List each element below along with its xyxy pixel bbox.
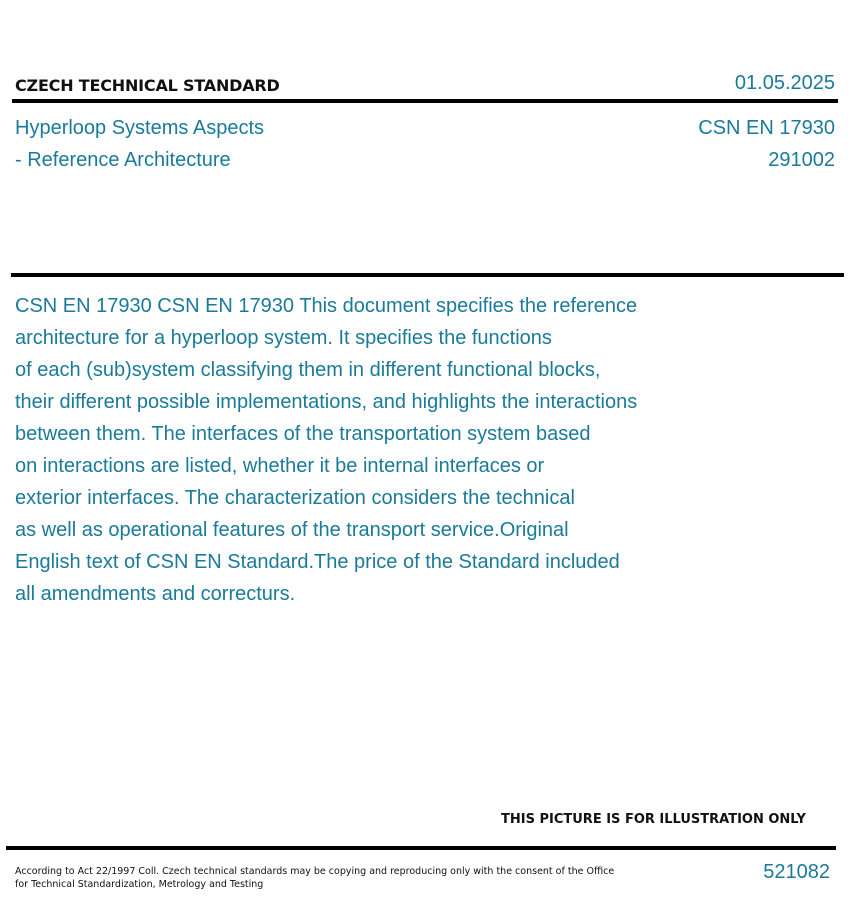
classification-code: 291002 — [768, 149, 835, 171]
legal-notice-line-1: According to Act 22/1997 Coll. Czech technical standards may be copying and reproducing only with the consent of the Office — [15, 866, 615, 877]
legal-notice-line-2: for Technical Standardization, Metrology and Testing — [15, 879, 264, 890]
title-divider — [11, 273, 844, 277]
illustration-note: THIS PICTURE IS FOR ILLUSTRATION ONLY — [501, 812, 806, 827]
title-line-2: - Reference Architecture — [15, 149, 231, 171]
title-line-1: Hyperloop Systems Aspects — [15, 117, 264, 139]
header-divider — [12, 99, 838, 103]
publication-date: 01.05.2025 — [734, 72, 835, 94]
standard-code: CSN EN 17930 — [698, 117, 835, 139]
footer-code: 521082 — [763, 861, 830, 883]
legal-notice — [15, 865, 615, 891]
footer-divider — [6, 846, 836, 850]
document-type-label: CZECH TECHNICAL STANDARD — [15, 76, 280, 95]
document-description: CSN EN 17930 CSN EN 17930 This document specifies the reference architecture for a hyperloop system. It specifies the functions of each (sub)system classifying them in different functional blocks, their different possible implementations, and highlights the interactions between them. The interfaces of the transportation system based on interactions are listed, whether it be internal interfaces or exterior interfaces. The characterization considers the technical as well as operational features of the transport service.Original English text of CSN EN Standard.The price of the Standard included all amendments and correcturs. — [15, 295, 638, 605]
